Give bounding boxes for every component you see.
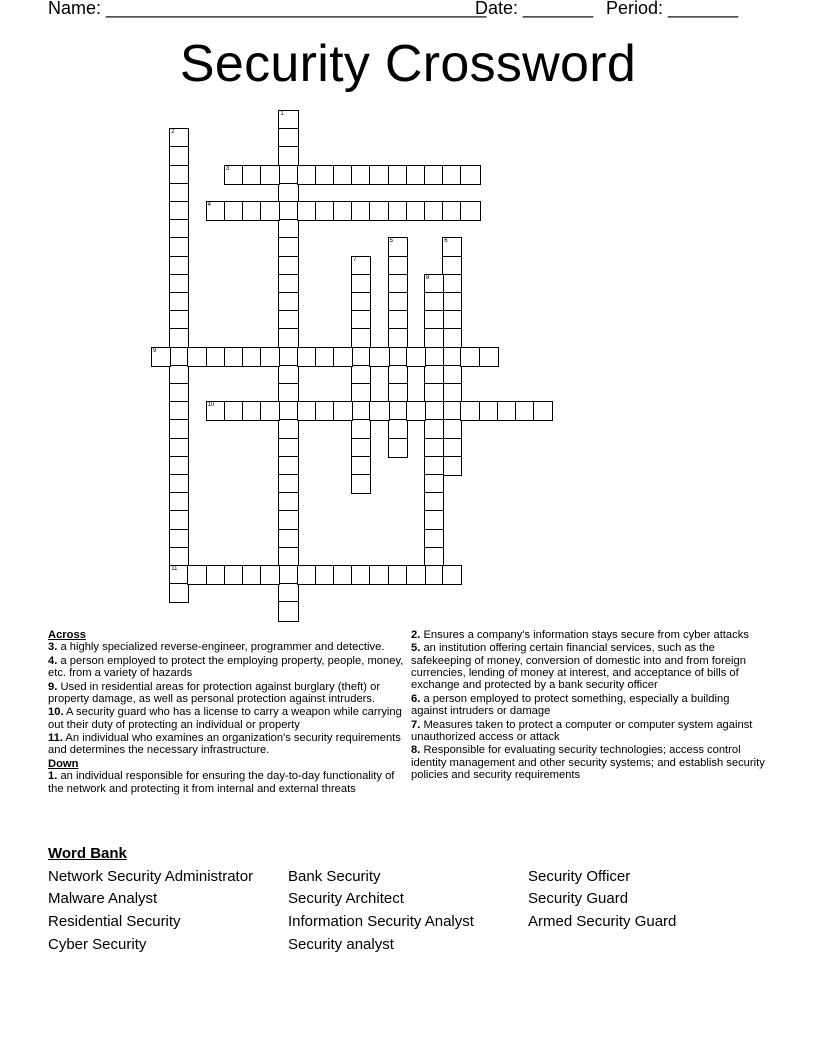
grid-cell[interactable] — [278, 219, 298, 239]
grid-cell[interactable] — [242, 201, 262, 221]
grid-cell[interactable] — [169, 583, 189, 603]
grid-cell[interactable] — [278, 292, 298, 312]
grid-cell[interactable] — [533, 401, 553, 421]
grid-cell[interactable] — [406, 201, 426, 221]
grid-cell[interactable] — [206, 565, 226, 585]
clue-number: 8 — [426, 274, 430, 281]
grid-cell[interactable] — [260, 565, 280, 585]
grid-cell[interactable] — [278, 565, 298, 585]
grid-cell[interactable] — [169, 328, 189, 348]
grid-cell[interactable] — [260, 347, 280, 367]
grid-cell[interactable] — [169, 401, 189, 421]
grid-cell[interactable] — [424, 365, 444, 385]
grid-cell[interactable] — [297, 401, 317, 421]
clue-number: 3 — [225, 165, 230, 172]
grid-cell[interactable] — [242, 347, 262, 367]
grid-cell[interactable] — [278, 365, 298, 385]
word-bank-item: Security Officer — [528, 868, 631, 885]
grid-cell[interactable] — [278, 347, 298, 367]
grid-cell[interactable] — [442, 565, 462, 585]
clue-down-7: 7. Measures taken to protect a computer or computer system against unauthorized access or attack — [411, 718, 753, 743]
grid-cell[interactable] — [351, 419, 371, 439]
grid-cell[interactable] — [187, 565, 207, 585]
grid-cell[interactable] — [424, 274, 444, 294]
clues-right-column — [411, 629, 766, 783]
grid-cell[interactable] — [169, 183, 189, 203]
grid-cell[interactable] — [169, 256, 189, 276]
grid-cell[interactable] — [333, 347, 353, 367]
clue-number: 9 — [153, 347, 157, 354]
word-bank-item: Security Guard — [528, 890, 629, 907]
grid-cell[interactable] — [242, 401, 262, 421]
grid-cell[interactable] — [497, 401, 517, 421]
grid-cell[interactable] — [278, 438, 298, 458]
grid-cell[interactable] — [169, 365, 189, 385]
grid-cell[interactable] — [388, 438, 408, 458]
grid-cell[interactable] — [351, 292, 371, 312]
grid-cell[interactable] — [442, 165, 462, 185]
grid-cell[interactable] — [388, 274, 408, 294]
grid-cell[interactable] — [388, 201, 408, 221]
grid-cell[interactable] — [297, 565, 317, 585]
clue-number: 5 — [389, 238, 393, 245]
grid-cell[interactable] — [169, 547, 189, 567]
grid-cell[interactable] — [388, 256, 408, 276]
grid-cell[interactable] — [169, 219, 189, 239]
clue-down-1: 1. an individual responsible for ensuring the day-to-day functionality of the network and protecting it from internal and external threats — [48, 770, 395, 795]
clue-number: 4 — [207, 202, 211, 208]
grid-cell[interactable] — [278, 310, 298, 330]
clue-number: 11 — [171, 566, 178, 572]
grid-cell[interactable] — [388, 419, 408, 439]
word-bank-item: Information Security Analyst — [288, 913, 474, 930]
grid-cell[interactable] — [278, 401, 298, 421]
grid-cell[interactable] — [388, 565, 408, 585]
grid-cell[interactable] — [224, 347, 244, 367]
clues-left-column — [48, 629, 404, 796]
grid-cell[interactable] — [169, 456, 189, 476]
grid-cell[interactable] — [424, 456, 444, 476]
grid-cell[interactable] — [278, 529, 298, 549]
grid-cell[interactable] — [297, 201, 317, 221]
grid-cell[interactable] — [424, 529, 444, 549]
clue-number: 2 — [171, 129, 175, 136]
grid-cell[interactable] — [351, 310, 371, 330]
grid-cell[interactable] — [351, 274, 371, 294]
grid-cell[interactable] — [315, 201, 335, 221]
clue-number: 1 — [280, 111, 284, 117]
grid-cell[interactable] — [260, 401, 280, 421]
across-heading: Across — [48, 629, 86, 641]
grid-cell[interactable] — [406, 401, 426, 421]
grid-cell[interactable] — [151, 347, 171, 367]
grid-cell[interactable] — [406, 347, 426, 367]
grid-cell[interactable] — [424, 510, 444, 530]
grid-cell[interactable] — [315, 401, 335, 421]
grid-cell[interactable] — [278, 492, 298, 512]
clue-across-9: 9. Used in residential areas for protection against burglary (theft) or property damage, as well as personal protection against intruders. — [48, 680, 381, 705]
grid-cell[interactable] — [351, 328, 371, 348]
grid-cell[interactable] — [278, 201, 298, 221]
grid-cell[interactable] — [515, 401, 535, 421]
word-bank-item: Armed Security Guard — [528, 913, 677, 930]
grid-cell[interactable] — [442, 347, 462, 367]
grid-cell[interactable] — [388, 328, 408, 348]
grid-cell[interactable] — [424, 419, 444, 439]
grid-cell[interactable] — [351, 201, 371, 221]
grid-cell[interactable] — [278, 328, 298, 348]
word-bank-title: Word Bank — [48, 845, 127, 862]
grid-cell[interactable] — [169, 383, 189, 403]
grid-cell[interactable] — [406, 165, 426, 185]
grid-cell[interactable] — [169, 438, 189, 458]
grid-cell[interactable] — [315, 347, 335, 367]
grid-cell[interactable] — [351, 165, 371, 185]
grid-cell[interactable] — [351, 474, 371, 494]
grid-cell[interactable] — [460, 165, 480, 185]
grid-cell[interactable] — [442, 292, 462, 312]
grid-cell[interactable] — [388, 310, 408, 330]
grid-cell[interactable] — [278, 583, 298, 603]
grid-cell[interactable] — [369, 201, 389, 221]
grid-cell[interactable] — [206, 401, 226, 421]
grid-cell[interactable] — [297, 165, 317, 185]
word-bank-item: Residential Security — [48, 913, 181, 930]
grid-cell[interactable] — [388, 347, 408, 367]
grid-cell[interactable] — [278, 110, 298, 130]
grid-cell[interactable] — [351, 256, 371, 276]
grid-cell[interactable] — [424, 328, 444, 348]
grid-cell[interactable] — [442, 310, 462, 330]
clue-across-10: 10. A security guard who has a license to carry a weapon while carrying out their duty of protecting an individual or property — [48, 706, 402, 731]
grid-cell[interactable] — [333, 565, 353, 585]
grid-cell[interactable] — [224, 565, 244, 585]
grid-cell[interactable] — [224, 401, 244, 421]
grid-cell[interactable] — [278, 456, 298, 476]
grid-cell[interactable] — [169, 274, 189, 294]
grid-cell[interactable] — [460, 401, 480, 421]
down-heading: Down — [48, 757, 79, 770]
grid-cell[interactable] — [169, 510, 189, 530]
grid-cell[interactable] — [278, 183, 298, 203]
grid-cell[interactable] — [278, 419, 298, 439]
grid-cell[interactable] — [424, 383, 444, 403]
grid-cell[interactable] — [169, 146, 189, 166]
grid-cell[interactable] — [224, 201, 244, 221]
grid-cell[interactable] — [278, 510, 298, 530]
grid-cell[interactable] — [224, 165, 244, 185]
grid-cell[interactable] — [369, 565, 389, 585]
clue-number: 10 — [207, 402, 215, 409]
grid-cell[interactable] — [242, 565, 262, 585]
grid-cell[interactable] — [460, 347, 480, 367]
grid-cell[interactable] — [351, 456, 371, 476]
grid-cell[interactable] — [442, 201, 462, 221]
grid-cell[interactable] — [442, 256, 462, 276]
grid-cell[interactable] — [460, 201, 480, 221]
word-bank-item: Malware Analyst — [48, 890, 158, 907]
grid-cell[interactable] — [278, 601, 298, 621]
grid-cell[interactable] — [169, 128, 189, 148]
grid-cell[interactable] — [278, 474, 298, 494]
grid-cell[interactable] — [169, 474, 189, 494]
grid-cell[interactable] — [442, 419, 462, 439]
grid-cell[interactable] — [169, 310, 189, 330]
grid-cell[interactable] — [369, 347, 389, 367]
grid-cell[interactable] — [388, 383, 408, 403]
grid-cell[interactable] — [351, 401, 371, 421]
grid-cell[interactable] — [278, 383, 298, 403]
clue-across-11: 11. An individual who examines an organization's security requirements and determines the necessary infrastructure. — [48, 732, 401, 757]
grid-cell[interactable] — [278, 274, 298, 294]
grid-cell[interactable] — [278, 128, 298, 148]
grid-cell[interactable] — [278, 256, 298, 276]
grid-cell[interactable] — [206, 201, 226, 221]
grid-cell[interactable] — [388, 365, 408, 385]
grid-cell[interactable] — [369, 165, 389, 185]
grid-cell[interactable] — [424, 474, 444, 494]
grid-cell[interactable] — [479, 347, 499, 367]
grid-cell[interactable] — [169, 237, 189, 257]
grid-cell[interactable] — [169, 419, 189, 439]
grid-cell[interactable] — [351, 438, 371, 458]
grid-cell[interactable] — [442, 401, 462, 421]
name-field[interactable]: Name: ______________________________________ — [48, 0, 487, 18]
clue-down-6: 6. a person employed to protect something, especially a building against intruders or damage — [411, 692, 730, 718]
grid-cell[interactable] — [424, 292, 444, 312]
grid-cell[interactable] — [351, 383, 371, 403]
grid-cell[interactable] — [278, 165, 298, 185]
grid-cell[interactable] — [351, 347, 371, 367]
date-field[interactable]: Date: _______ — [475, 0, 594, 18]
grid-cell[interactable] — [442, 438, 462, 458]
grid-cell[interactable] — [388, 165, 408, 185]
page-title: Security Crossword — [179, 35, 637, 93]
grid-cell[interactable] — [351, 365, 371, 385]
grid-cell[interactable] — [242, 165, 262, 185]
word-bank-item: Bank Security — [288, 868, 381, 885]
grid-cell[interactable] — [388, 237, 408, 257]
grid-cell[interactable] — [333, 401, 353, 421]
grid-cell[interactable] — [206, 347, 226, 367]
grid-cell[interactable] — [388, 401, 408, 421]
grid-cell[interactable] — [442, 456, 462, 476]
grid-cell[interactable] — [424, 492, 444, 512]
grid-cell[interactable] — [442, 237, 462, 257]
period-field[interactable]: Period: _______ — [606, 0, 739, 18]
clue-across-3: 3. a highly specialized reverse-engineer, programmer and detective. — [48, 641, 385, 654]
grid-cell[interactable] — [369, 401, 389, 421]
grid-cell[interactable] — [315, 565, 335, 585]
clue-number: 7 — [353, 256, 357, 263]
word-bank-item: Security analyst — [288, 936, 394, 953]
clue-down-5: 5. an institution offering certain financial services, such as the safekeeping of money, conversion of domestic into and from foreign currencies, lending of money at interest, and acceptance of bills of exchange and protected by a bank security officer — [411, 642, 746, 692]
grid-cell[interactable] — [406, 565, 426, 585]
grid-cell[interactable] — [333, 165, 353, 185]
grid-cell[interactable] — [169, 292, 189, 312]
grid-cell[interactable] — [187, 347, 207, 367]
grid-cell[interactable] — [260, 201, 280, 221]
grid-cell[interactable] — [278, 547, 298, 567]
grid-cell[interactable] — [424, 565, 444, 585]
grid-cell[interactable] — [388, 292, 408, 312]
grid-cell[interactable] — [424, 547, 444, 567]
grid-cell[interactable] — [442, 365, 462, 385]
grid-cell[interactable] — [442, 328, 462, 348]
grid-cell[interactable] — [169, 347, 189, 367]
grid-cell[interactable] — [424, 201, 444, 221]
grid-cell[interactable] — [169, 529, 189, 549]
grid-cell[interactable] — [278, 237, 298, 257]
grid-cell[interactable] — [315, 165, 335, 185]
grid-cell[interactable] — [424, 310, 444, 330]
grid-cell[interactable] — [351, 565, 371, 585]
grid-cell[interactable] — [169, 492, 189, 512]
grid-cell[interactable] — [333, 201, 353, 221]
grid-cell[interactable] — [424, 438, 444, 458]
clue-down-8: 8. Responsible for evaluating security technologies; access control identity management and other security systems; and establish security policies and security requirements — [411, 744, 765, 782]
grid-cell[interactable] — [169, 565, 189, 585]
word-bank-item: Network Security Administrator — [48, 868, 254, 885]
clue-number: 6 — [444, 238, 448, 245]
grid-cell[interactable] — [479, 401, 499, 421]
word-bank-item: Cyber Security — [48, 936, 147, 953]
clue-across-4: 4. a person employed to protect the employing property, people, money, etc. from a variety of hazards — [48, 654, 404, 680]
grid-cell[interactable] — [442, 274, 462, 294]
grid-cell[interactable] — [169, 201, 189, 221]
word-bank-item: Security Architect — [288, 890, 404, 907]
grid-cell[interactable] — [297, 347, 317, 367]
grid-cell[interactable] — [442, 383, 462, 403]
grid-cell[interactable] — [278, 146, 298, 166]
grid-cell[interactable] — [424, 401, 444, 421]
grid-cell[interactable] — [169, 165, 189, 185]
grid-cell[interactable] — [424, 347, 444, 367]
grid-cell[interactable] — [424, 165, 444, 185]
grid-cell[interactable] — [260, 165, 280, 185]
clue-down-2: 2. Ensures a company's information stays secure from cyber attacks — [411, 629, 749, 641]
